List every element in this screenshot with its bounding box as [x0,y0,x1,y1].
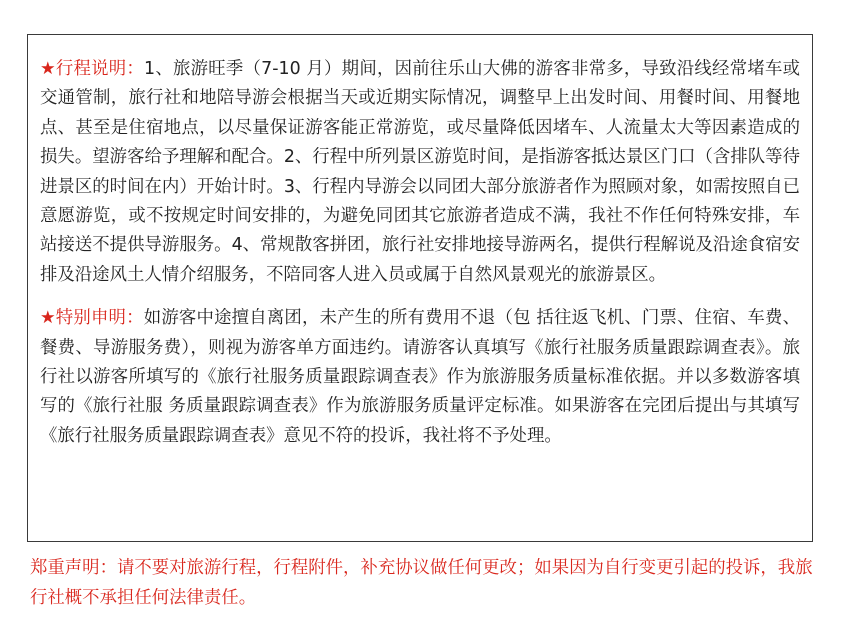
itinerary-text: 1、旅游旺季（7-10 月）期间，因前往乐山大佛的游客非常多，导致沿线经常堵车或交通管制，旅行社和地陪导游会根据当天或近期实际情况，调整早上出发时间、用餐时间、用餐地点、甚至是住宿地点，以尽量保证游客能正常游览，或尽量降低因堵车、人流量太大等因素造成的损失。望游客给予理解和配合。2、行程中所列景区游览时间，是指游客抵达景区门口（含排队等待进景区的时间在内）开始计时。3、行程内导游会以同团大部分旅游者作为照顾对象，如需按照自已意愿游览，或不按规定时间安排的，为避免同团其它旅游者造成不满，我社不作任何特殊安排，车站接送不提供导游服务。4、常规散客拼团，旅行社安排地接导游两名，提供行程解说及沿途食宿安排及沿途风土人情介绍服务，不陪同客人进入员或属于自然风景观光的旅游景区。 [40,59,800,285]
itinerary-label: ★行程说明： [40,59,145,79]
special-statement-text: 如游客中途擅自离团，未产生的所有费用不退（包 括往返飞机、门票、住宿、车费、餐费、导游服务费），则视为游客单方面违约。请游客认真填写《旅行社服务质量跟踪调查表》。旅行社以游客所填写的《旅行社服务质量跟踪调查表》作为旅游服务质量标准依据。并以多数游客填写的《旅行社服 务质量跟踪调查表》作为旅游服务质量评定标准。如果游客在完团后提出与其填写《旅行社服务质量跟踪调查表》意见不符的投诉，我社将不予处理。 [40,308,800,446]
itinerary-paragraph [40,55,800,290]
notice-box [27,34,813,542]
solemn-declaration: 郑重声明：请不要对旅游行程，行程附件，补充协议做任何更改；如果因为自行变更引起的投诉，我旅行社概不承担任何法律责任。 [30,558,813,608]
special-statement-label: ★特别申明： [40,308,144,329]
special-statement-paragraph [40,304,800,451]
